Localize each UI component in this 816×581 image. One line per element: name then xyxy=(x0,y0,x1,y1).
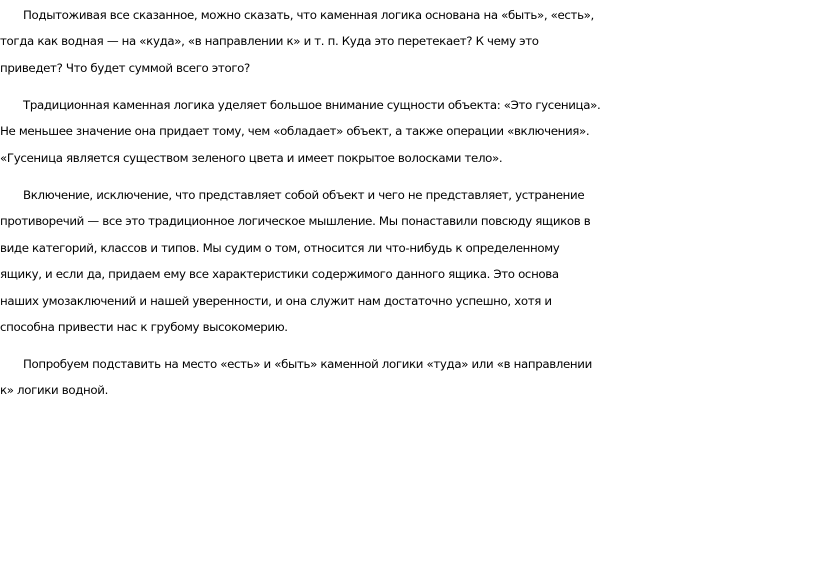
text-line: Традиционная каменная логика уделяет большое внимание сущности объекта: «Это гусеница». xyxy=(23,97,601,112)
text-line: противоречий — все это традиционное логическое мышление. Мы понаставили повсюду ящиков в xyxy=(0,214,591,229)
text-line: Включение, исключение, что представляет собой объект и чего не представляет, устранение xyxy=(23,187,585,202)
text-line: Не меньшее значение она придает тому, чем «обладает» объект, а также операции «включения». xyxy=(0,124,590,139)
text-line: Попробуем подставить на место «есть» и «быть» каменной логики «туда» или «в направлении xyxy=(23,357,592,372)
text-line: виде категорий, классов и типов. Мы судим о том, относится ли что-нибудь к определенному xyxy=(0,240,560,255)
text-line: Подытоживая все сказанное, можно сказать, что каменная логика основана на «быть», «есть», xyxy=(23,8,594,22)
text-line: «Гусеница является существом зеленого цвета и имеет покрытое волосками тело». xyxy=(0,150,503,165)
paragraph-3 xyxy=(0,182,816,340)
paragraph-1 xyxy=(0,2,816,81)
text-line: ящику, и если да, придаем ему все характеристики содержимого данного ящика. Это основа xyxy=(0,267,559,282)
paragraph-4 xyxy=(0,351,816,404)
text-line: приведет? Что будет суммой всего этого? xyxy=(0,60,250,75)
text-line: тогда как водная — на «куда», «в направлении к» и т. п. Куда это перетекает? К чему это xyxy=(0,34,539,49)
text-line: к» логики водной. xyxy=(0,383,108,398)
paragraph-2 xyxy=(0,92,816,171)
text-line: наших умозаключений и нашей уверенности, и она служит нам достаточно успешно, хотя и xyxy=(0,293,552,308)
text-line: способна привести нас к грубому высокомерию. xyxy=(0,319,288,334)
